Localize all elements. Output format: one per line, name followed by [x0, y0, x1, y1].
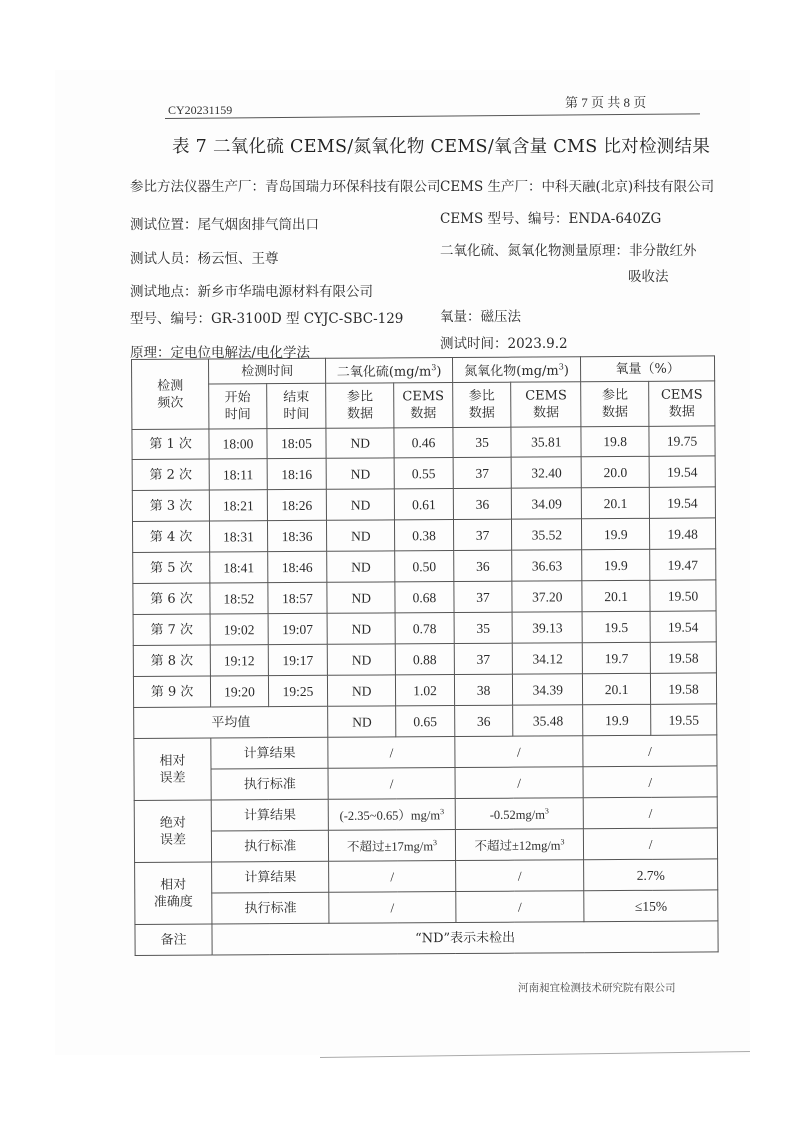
- table-row: 第 6 次 18:52 18:57 ND 0.68 37 37.20 20.1 19.50: [133, 580, 716, 615]
- relative-accuracy-std-row: 执行标准 / / ≤15%: [135, 890, 718, 925]
- test-date: 测试时间：2023.9.2: [440, 336, 568, 352]
- table-row: 第 4 次 18:31 18:36 ND 0.38 37 35.52 19.9 19.48: [132, 518, 715, 553]
- oxygen-method: 氧量：磁压法: [440, 309, 521, 325]
- measure-principle-cont: 吸收法: [628, 269, 669, 285]
- model-number: 型号、编号：GR-3100D 型 CYJC-SBC-129: [130, 311, 404, 327]
- relative-accuracy-calc-row: 相对 准确度 计算结果 / / 2.7%: [135, 859, 718, 894]
- page-number: 第 7 页 共 8 页: [565, 95, 647, 110]
- ref-manufacturer: 参比方法仪器生产厂：青岛国瑞力环保科技有限公司: [130, 179, 441, 195]
- header-so2-cems: CEMS 数据: [394, 383, 453, 428]
- header-end-time: 结束 时间: [266, 383, 326, 428]
- relative-error-std-row: 执行标准 / / /: [134, 766, 717, 801]
- table-row: 第 1 次 18:00 18:05 ND 0.46 35 35.81 19.8 19.75: [132, 426, 715, 460]
- header-o2: 氧量（%）: [581, 356, 715, 382]
- average-row: 平均值 ND 0.65 36 35.48 19.9 19.55: [134, 704, 717, 739]
- header-nox: 氮氧化物$(mg/m^3)$: [452, 357, 581, 383]
- header-start-time: 开始 时间: [209, 384, 267, 429]
- table-title: 表 7 二氧化硫 CEMS/氮氧化物 CEMS/氧含量 CMS 比对检测结果: [172, 137, 711, 157]
- measure-principle: 二氧化硫、氮氧化物测量原理：非分散红外: [440, 243, 697, 259]
- header-frequency: 检测 频次: [132, 359, 210, 429]
- header-nox-ref: 参比 数据: [452, 382, 511, 427]
- header-so2-ref: 参比 数据: [326, 383, 394, 428]
- test-location: 测试位置：尾气烟囱排气筒出口: [130, 217, 319, 233]
- relative-error-label: 相对 误差: [134, 738, 211, 800]
- comparison-table: [131, 355, 719, 956]
- remarks-row: 备注 “ND”表示未检出: [135, 921, 718, 956]
- relative-error-calc-row: 相对 误差 计算结果 / / /: [134, 735, 717, 770]
- table-row: 第 8 次 19:12 19:17 ND 0.88 37 34.12 19.7 19.58: [133, 642, 716, 677]
- table-row: 第 2 次 18:11 18:16 ND 0.55 37 32.40 20.0 19.54: [132, 456, 715, 491]
- report-number: CY20231159: [168, 103, 233, 117]
- testers: 测试人员：杨云恒、王尊: [130, 251, 279, 267]
- absolute-error-label: 绝对 误差: [134, 800, 211, 862]
- absolute-error-calc-row: 绝对 误差 计算结果 $(-2.35\sim 0.65)mg/m^3$ $-0.52mg/m^3$ /: [134, 797, 717, 832]
- cems-manufacturer: CEMS 生产厂：中科天融(北京)科技有限公司: [440, 179, 715, 195]
- test-site: 测试地点：新乡市华瑞电源材料有限公司: [130, 284, 373, 300]
- header-nox-cems: CEMS 数据: [511, 382, 581, 427]
- absolute-error-std-row: 执行标准 不超过$\pm 17mg/m^3$ 不超过$\pm 12mg/m^3$ /: [134, 828, 717, 863]
- table-row: 第 7 次 19:02 19:07 ND 0.78 35 39.13 19.5 19.54: [133, 611, 716, 646]
- principle: 原理：定电位电解法/电化学法: [130, 345, 311, 361]
- header-o2-ref: 参比 数据: [581, 381, 649, 426]
- header-test-time: 检测时间: [209, 358, 326, 384]
- header-o2-cems: CEMS 数据: [649, 381, 715, 426]
- company-footer: 河南昶宜检测技术研究院有限公司: [518, 982, 676, 994]
- table-row: 第 9 次 19:20 19:25 ND 1.02 38 34.39 20.1 19.58: [133, 673, 716, 708]
- cems-model: CEMS 型号、编号：ENDA-640ZG: [440, 211, 662, 227]
- header-so2: 二氧化硫$(mg/m^3)$: [326, 358, 453, 384]
- relative-accuracy-label: 相对 准确度: [135, 862, 212, 924]
- table-row: 第 5 次 18:41 18:46 ND 0.50 36 36.63 19.9 19.47: [133, 549, 716, 584]
- table-row: 第 3 次 18:21 18:26 ND 0.61 36 34.09 20.1 19.54: [132, 487, 715, 522]
